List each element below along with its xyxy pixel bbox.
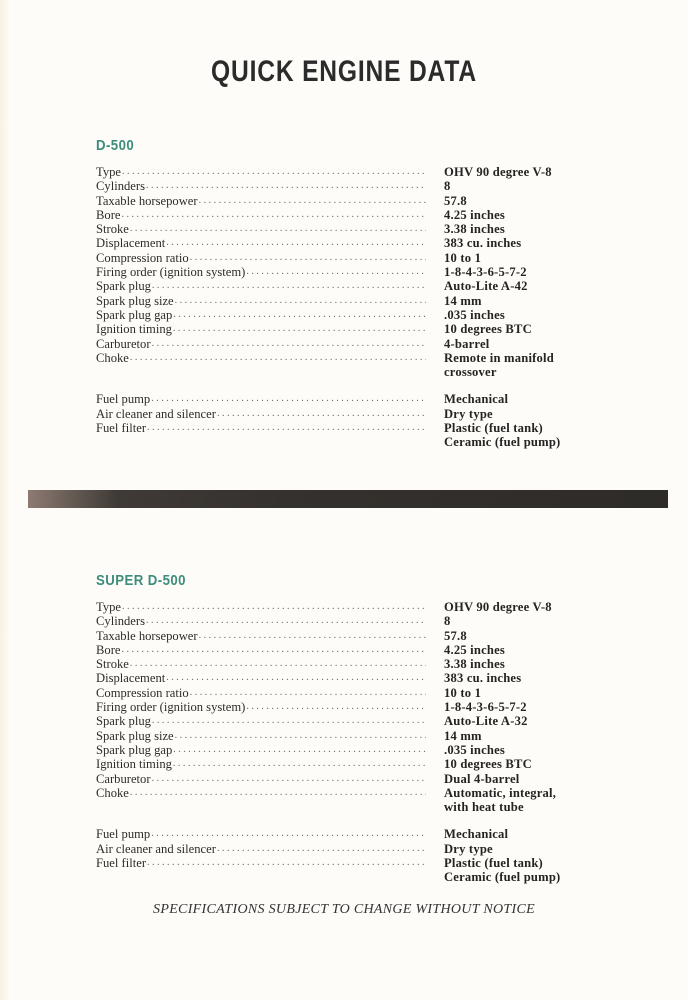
spec-row-fuel-pump bbox=[96, 392, 616, 406]
spec-value: 14 mm bbox=[444, 293, 482, 308]
dot-leader bbox=[216, 842, 426, 856]
spec-row-spark-plug bbox=[96, 279, 616, 293]
spec-value: Automatic, integral, bbox=[444, 785, 557, 800]
spec-value: 10 to 1 bbox=[444, 250, 482, 265]
dot-leader bbox=[245, 700, 426, 714]
spec-value-continued: Ceramic (fuel pump) bbox=[444, 870, 561, 885]
spec-value: OHV 90 degree V-8 bbox=[444, 165, 552, 179]
dot-leader bbox=[121, 165, 426, 179]
spec-label: Firing order (ignition system) bbox=[96, 265, 246, 280]
dot-leader bbox=[172, 308, 426, 322]
spec-value: 3.38 inches bbox=[444, 222, 505, 237]
spec-label: Spark plug size bbox=[96, 728, 174, 743]
spec-value: Plastic (fuel tank) bbox=[444, 856, 543, 871]
spec-label: Bore bbox=[96, 642, 121, 657]
spec-label: Compression ratio bbox=[96, 250, 189, 265]
spec-label: Type bbox=[96, 600, 121, 614]
spec-value: Auto-Lite A-42 bbox=[444, 279, 528, 294]
spec-label: Fuel pump bbox=[96, 392, 151, 407]
spec-label: Cylinders bbox=[96, 614, 145, 629]
dot-leader bbox=[129, 222, 426, 236]
spec-row-compression-ratio bbox=[96, 686, 616, 700]
spec-value-continued: with heat tube bbox=[444, 800, 524, 815]
spec-label: Ignition timing bbox=[96, 322, 172, 337]
spec-value: 383 cu. inches bbox=[444, 671, 522, 686]
spec-row-fuel-filter-cont bbox=[96, 870, 616, 884]
specifications-disclaimer: SPECIFICATIONS SUBJECT TO CHANGE WITHOUT NOTICE bbox=[153, 902, 535, 917]
spec-value: 4.25 inches bbox=[444, 207, 505, 222]
section-title-super-d500: SUPER D-500 bbox=[96, 572, 186, 589]
spec-row-ignition-timing bbox=[96, 757, 616, 771]
spec-row-fuel-filter-cont bbox=[96, 435, 616, 449]
dot-leader bbox=[129, 786, 426, 800]
spec-label: Fuel pump bbox=[96, 827, 151, 842]
dot-leader bbox=[120, 208, 426, 222]
spec-label: Firing order (ignition system) bbox=[96, 700, 246, 715]
dot-leader bbox=[150, 392, 426, 406]
spec-row-fuel-filter bbox=[96, 856, 616, 870]
spec-value: .035 inches bbox=[444, 742, 505, 757]
spec-row-fuel-filter bbox=[96, 421, 616, 435]
dot-leader bbox=[216, 407, 426, 421]
spec-table-d500 bbox=[96, 165, 616, 450]
spec-label: Displacement bbox=[96, 671, 166, 686]
section-title-d500: D-500 bbox=[96, 137, 135, 154]
dot-leader bbox=[151, 772, 426, 786]
spec-label: Choke bbox=[96, 350, 129, 365]
spec-row-displacement bbox=[96, 671, 616, 685]
spec-row-type bbox=[96, 165, 616, 179]
spec-row-stroke bbox=[96, 657, 616, 671]
spec-value: Mechanical bbox=[444, 392, 509, 407]
spec-value: OHV 90 degree V-8 bbox=[444, 600, 552, 614]
dot-leader bbox=[146, 856, 426, 870]
spec-row-ignition-timing bbox=[96, 322, 616, 336]
spec-value: Dual 4-barrel bbox=[444, 771, 520, 786]
spec-value: Remote in manifold bbox=[444, 350, 554, 365]
spec-label: Spark plug bbox=[96, 279, 151, 294]
spec-label: Bore bbox=[96, 207, 121, 222]
spec-value-continued: Ceramic (fuel pump) bbox=[444, 435, 561, 450]
spec-value: 383 cu. inches bbox=[444, 236, 522, 251]
spec-row-spark-plug-size bbox=[96, 294, 616, 308]
dot-leader bbox=[165, 671, 426, 685]
spec-label: Stroke bbox=[96, 222, 129, 237]
dot-leader bbox=[120, 643, 426, 657]
spec-value: 10 to 1 bbox=[444, 685, 482, 700]
spec-row-compression-ratio bbox=[96, 251, 616, 265]
spec-row-firing-order bbox=[96, 265, 616, 279]
dot-leader bbox=[151, 337, 426, 351]
spec-row-choke-cont bbox=[96, 365, 616, 379]
spec-row-type bbox=[96, 600, 616, 614]
spec-label: Spark plug bbox=[96, 714, 151, 729]
spec-value: 14 mm bbox=[444, 728, 482, 743]
spec-label: Taxable horsepower bbox=[96, 628, 198, 643]
spec-row-spark-plug-gap bbox=[96, 308, 616, 322]
spec-value: 8 bbox=[444, 179, 451, 194]
spec-value: 57.8 bbox=[444, 193, 467, 208]
spec-row-taxable-horsepower bbox=[96, 194, 616, 208]
spec-row-displacement bbox=[96, 236, 616, 250]
spec-value: 10 degrees BTC bbox=[444, 757, 532, 772]
spec-label: Spark plug gap bbox=[96, 307, 173, 322]
spec-value: 3.38 inches bbox=[444, 657, 505, 672]
dot-leader bbox=[145, 614, 426, 628]
spec-value: 10 degrees BTC bbox=[444, 322, 532, 337]
spec-label: Type bbox=[96, 165, 121, 179]
spec-value: 4-barrel bbox=[444, 336, 490, 351]
spec-value: 8 bbox=[444, 614, 451, 629]
spec-row-choke bbox=[96, 786, 616, 800]
dot-leader bbox=[165, 236, 426, 250]
spec-value: 57.8 bbox=[444, 628, 467, 643]
spec-value: Auto-Lite A-32 bbox=[444, 714, 528, 729]
spec-row-air-cleaner bbox=[96, 842, 616, 856]
spec-row-spark-plug-size bbox=[96, 729, 616, 743]
spec-label: Taxable horsepower bbox=[96, 193, 198, 208]
spec-label: Spark plug gap bbox=[96, 742, 173, 757]
spec-label: Choke bbox=[96, 785, 129, 800]
spec-table-super-d500 bbox=[96, 600, 616, 885]
dot-leader bbox=[172, 757, 426, 771]
dot-leader bbox=[198, 194, 426, 208]
dot-leader bbox=[172, 743, 426, 757]
spec-row-spark-plug-gap bbox=[96, 743, 616, 757]
spec-value: Mechanical bbox=[444, 827, 509, 842]
spec-label: Stroke bbox=[96, 657, 129, 672]
spec-value: 4.25 inches bbox=[444, 642, 505, 657]
dot-leader bbox=[172, 322, 426, 336]
spec-label: Compression ratio bbox=[96, 685, 189, 700]
dot-leader bbox=[174, 294, 426, 308]
dot-leader bbox=[198, 629, 426, 643]
dot-leader bbox=[151, 279, 426, 293]
section-divider-bar bbox=[28, 490, 668, 508]
spec-label: Cylinders bbox=[96, 179, 145, 194]
dot-leader bbox=[146, 421, 426, 435]
spec-value: 1-8-4-3-6-5-7-2 bbox=[444, 700, 527, 715]
spec-row-choke bbox=[96, 351, 616, 365]
dot-leader bbox=[189, 251, 426, 265]
spec-row-taxable-horsepower bbox=[96, 629, 616, 643]
spec-label: Carburetor bbox=[96, 336, 151, 351]
spec-row-carburetor bbox=[96, 337, 616, 351]
dot-leader bbox=[145, 179, 426, 193]
spec-row-air-cleaner bbox=[96, 407, 616, 421]
dot-leader bbox=[174, 729, 426, 743]
spec-row-spark-plug bbox=[96, 714, 616, 728]
page-title: QUICK ENGINE DATA bbox=[211, 55, 477, 88]
spec-label: Air cleaner and silencer bbox=[96, 841, 216, 856]
spec-row-choke-cont bbox=[96, 800, 616, 814]
spec-label: Spark plug size bbox=[96, 293, 174, 308]
dot-leader bbox=[150, 827, 426, 841]
spec-value: Dry type bbox=[444, 406, 493, 421]
spec-label: Ignition timing bbox=[96, 757, 172, 772]
spec-value-continued: crossover bbox=[444, 365, 497, 380]
dot-leader bbox=[121, 600, 426, 614]
spec-label: Air cleaner and silencer bbox=[96, 406, 216, 421]
spec-row-cylinders bbox=[96, 179, 616, 193]
dot-leader bbox=[189, 686, 426, 700]
spec-row-carburetor bbox=[96, 772, 616, 786]
spec-row-bore bbox=[96, 643, 616, 657]
dot-leader bbox=[151, 714, 426, 728]
spec-row-bore bbox=[96, 208, 616, 222]
spec-row-cylinders bbox=[96, 614, 616, 628]
spec-value: 1-8-4-3-6-5-7-2 bbox=[444, 265, 527, 280]
spec-row-stroke bbox=[96, 222, 616, 236]
spec-row-firing-order bbox=[96, 700, 616, 714]
spec-label: Displacement bbox=[96, 236, 166, 251]
dot-leader bbox=[129, 657, 426, 671]
dot-leader bbox=[129, 351, 426, 365]
spec-value: .035 inches bbox=[444, 307, 505, 322]
spec-value: Plastic (fuel tank) bbox=[444, 421, 543, 436]
spec-value: Dry type bbox=[444, 841, 493, 856]
spec-label: Fuel filter bbox=[96, 856, 147, 871]
spec-label: Carburetor bbox=[96, 771, 151, 786]
spec-row-fuel-pump bbox=[96, 827, 616, 841]
spec-label: Fuel filter bbox=[96, 421, 147, 436]
dot-leader bbox=[245, 265, 426, 279]
